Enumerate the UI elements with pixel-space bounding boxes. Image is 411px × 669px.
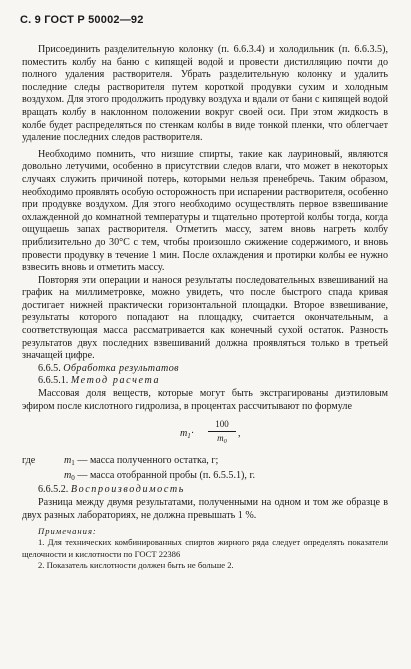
section-title: Обработка результатов (63, 362, 179, 374)
formula-numerator: 100 (208, 419, 236, 432)
paragraph-volatile-alcohols: Необходимо помнить, что низшие спирты, такие как лауриновый, являются довольно летучими, особенно в присутствии следов влаги, что может в некоторых случаях служить причиной потерь, которыми нельзя пренебречь. Таким образом, необходимо проявлять особую осторожность при испарении растворителя, особенно при продувке воздухом. Для этого необходимо осуществлять первое взвешивание охлажденной до комнатной температуры и тщательно протертой колбы тогда, когда ощущаешь запах растворителя. Отметить массу, затем вновь нагреть колбу приблизительно до 30°С с тем, чтобы произошло сжижение содержимого, и вновь провести продувку в течение 1 мин. После охлаждения и протирки колбы ее нужно взвесить вновь и отметить массу. (22, 148, 388, 274)
notes-title: Примечания: (38, 526, 97, 537)
formula (22, 419, 388, 449)
paragraph-reproducibility: Разница между двумя результатами, полученными на одном и том же образце в двух разных лабораториях, не должна превышать 1 %. (22, 497, 388, 521)
paragraph-distillation: Присоединить разделительную колонку (п. 6.6.3.4) и холодильник (п. 6.6.3.5), поместить колбу на баню с кипящей водой и провести дистилляцию почти до полного удаления растворителя. Убрать разделительную колонку и удалить последние следы растворителя путем короткой продувки сухим и холодным воздухом. Для этого продолжить продувку воздуха и вдали от бани с кипящей водой вращать колбу в наклонном положении вокруг своей оси. При этом жидкость в колбе будет распределяться по стенкам колбы в виде тонкой пленки, что облегчает удаление последних следов растворителя. (22, 44, 388, 144)
section-heading-reproducibility (22, 484, 388, 497)
legend-label: где (22, 455, 36, 467)
formula-fraction (208, 419, 236, 447)
notes (22, 526, 388, 571)
section-heading-results (22, 363, 388, 376)
note-2: 2. Показатель кислотности должен быть не больше 2. (38, 559, 234, 570)
section-title: Метод расчета (70, 375, 161, 387)
section-number: 6.6.5.1. (38, 375, 69, 387)
legend-m0: $m_0$ — масса отобранной пробы (п. 6.5.5.1), г. (64, 469, 255, 482)
section-title: Воспроизводимость (70, 484, 185, 496)
note-1: 1. Для технических комбинированных спиртов жирного ряда следует определять показатели щелочности и кислотности по ГОСТ 22386 (22, 537, 388, 559)
formula-end: , (238, 428, 241, 440)
formula-denominator: $m_0$ (217, 433, 227, 446)
formula-lhs: $m_1\cdot$ (180, 428, 195, 441)
document-body (22, 44, 388, 571)
section-number: 6.6.5.2. (38, 484, 69, 496)
legend-m1: где $m_1$ — масса полученного остатка, г; (22, 455, 219, 468)
section-heading-method (22, 375, 388, 388)
section-number: 6.6.5. (38, 362, 61, 374)
paragraph-weighing: Повторяя эти операции и нанося результаты последовательных взвешиваний на график на миллиметровке, можно увидеть, что после быстрого спада кривая достигает нижней практически горизонтальной площадки. Второе взвешивание, результаты которого попадают на площадку, считается окончательным, а соответствующая масса рассматривается как конечный сухой остаток. Разность результатов двух последних взвешиваний должна проявляться только в третьей значащей цифре. (22, 274, 388, 362)
page-header: С. 9 ГОСТ Р 50002—92 (20, 14, 144, 26)
paragraph-mass-fraction: Массовая доля веществ, которые могут быть экстрагированы диэтиловым эфиром после кислотного гидролиза, в процентах рассчитывают по формуле (22, 388, 388, 412)
